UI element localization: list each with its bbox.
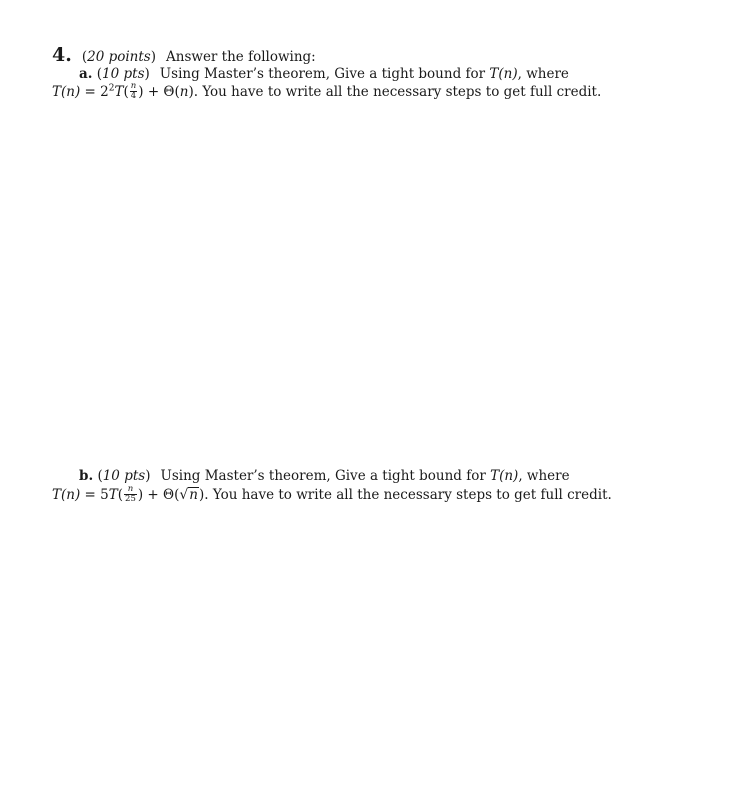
question-number: 4. (52, 44, 72, 66)
part-b-tail: You have to write all the necessary steps to get full credit. (212, 487, 612, 503)
part-b-frac-den: 25 (125, 494, 136, 504)
part-a-frac-den: 4 (130, 91, 137, 101)
part-a-eq-close: ). (188, 84, 199, 100)
part-b-eq-T: T (108, 487, 118, 503)
part-a-tail: You have to write all the necessary steps to get full credit. (202, 84, 602, 100)
part-a-eq-plus: + Θ( (147, 84, 180, 100)
part-b-eq-coef: 5 (100, 487, 109, 503)
part-a-eq-term: n (179, 84, 189, 100)
part-b-eq-close: ). (198, 487, 209, 503)
part-a-points: 10 pts (102, 66, 145, 82)
part-a-fraction (130, 82, 137, 101)
part-b-where: , where (518, 468, 570, 484)
part-a-frac-num: n (130, 81, 137, 91)
part-a-target: T(n) (489, 66, 518, 82)
part-a-label: a. (79, 66, 93, 82)
part-a-prompt: a. (10 pts) Using Master’s theorem, Give a tight bound for T(n), where (79, 66, 569, 82)
part-a-eq-coef: 2 (100, 84, 109, 100)
part-b-prompt: b. (10 pts) Using Master’s theorem, Give a tight bound for T(n), where (79, 468, 570, 484)
part-b-equation: T(n) = 5T( $\frac{n}{25}$ ) + Θ(√n). You have to write all the necessary steps to get full credit. (52, 484, 612, 504)
question-header: 4. (20 points) Answer the following: (52, 44, 316, 66)
part-b-label: b. (79, 468, 94, 484)
part-b-eq-lhs: T(n) (52, 487, 81, 503)
question-instruction: Answer the following: (166, 49, 316, 65)
part-b-points: 10 pts (102, 468, 146, 484)
part-b-sqrt: √n (179, 487, 198, 503)
part-b-prompt-text: Using Master’s theorem, Give a tight bound for (160, 468, 486, 484)
part-a-eq-T: T (114, 84, 124, 100)
part-b-eq-term: n (189, 487, 198, 503)
part-b-frac-num: n (124, 485, 137, 495)
part-b-target: T(n) (490, 468, 519, 484)
question-points: 20 points (87, 49, 151, 65)
part-b-eq-plus: + Θ( (147, 487, 180, 503)
part-a-eq-lhs: T(n) (52, 84, 81, 100)
part-a-equation: $T(n) = 2^2T$( $\frac{n}{4}$ ) + Θ(n). You have to write all the necessary steps to get full credit. (52, 81, 602, 101)
part-a-eq-exp: 2 (108, 83, 115, 94)
part-a-where: , where (517, 66, 569, 82)
part-a-prompt-text: Using Master’s theorem, Give a tight bound for (159, 66, 486, 82)
part-b-fraction (124, 485, 137, 504)
